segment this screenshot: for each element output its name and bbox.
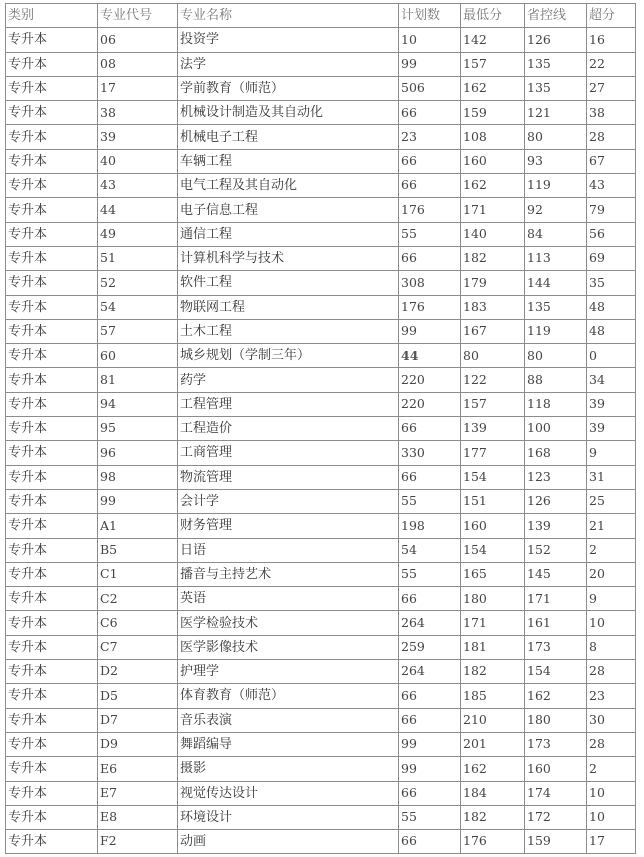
- cell-control-line: 160: [525, 757, 587, 781]
- cell-major-name: 工程管理: [178, 392, 399, 416]
- cell-over-score: 17: [587, 830, 636, 854]
- cell-major-code: 49: [98, 222, 178, 246]
- cell-control-line: 145: [525, 562, 587, 586]
- cell-major-name: 学前教育（师范）: [178, 76, 399, 100]
- cell-category: 专升本: [6, 52, 98, 76]
- cell-control-line: 118: [525, 392, 587, 416]
- table-row: [6, 76, 636, 100]
- cell-plan-count: 54: [399, 538, 461, 562]
- table-row: [6, 732, 636, 756]
- cell-plan-count: 55: [399, 222, 461, 246]
- cell-min-score: 162: [461, 76, 525, 100]
- cell-plan-count: 55: [399, 562, 461, 586]
- table-row: [6, 538, 636, 562]
- cell-plan-count: 10: [399, 28, 461, 52]
- cell-major-code: 40: [98, 149, 178, 173]
- cell-control-line: 135: [525, 295, 587, 319]
- cell-min-score: 140: [461, 222, 525, 246]
- cell-plan-count: 66: [399, 587, 461, 611]
- cell-major-name: 车辆工程: [178, 149, 399, 173]
- cell-plan-count: 264: [399, 660, 461, 684]
- cell-control-line: 174: [525, 781, 587, 805]
- cell-over-score: 20: [587, 562, 636, 586]
- cell-major-code: E6: [98, 757, 178, 781]
- cell-major-code: 95: [98, 417, 178, 441]
- table-row: [6, 562, 636, 586]
- cell-over-score: 25: [587, 489, 636, 513]
- cell-plan-count: 99: [399, 732, 461, 756]
- cell-plan-count: 66: [399, 101, 461, 125]
- cell-over-score: 9: [587, 587, 636, 611]
- cell-major-name: 工程造价: [178, 417, 399, 441]
- cell-category: 专升本: [6, 489, 98, 513]
- cell-min-score: 157: [461, 52, 525, 76]
- table-row: [6, 708, 636, 732]
- cell-major-name: 计算机科学与技术: [178, 246, 399, 270]
- cell-control-line: 84: [525, 222, 587, 246]
- cell-category: 专升本: [6, 465, 98, 489]
- cell-over-score: 34: [587, 368, 636, 392]
- table-row: [6, 319, 636, 343]
- cell-category: 专升本: [6, 271, 98, 295]
- cell-major-code: 52: [98, 271, 178, 295]
- table-header: [6, 4, 636, 28]
- cell-over-score: 43: [587, 174, 636, 198]
- cell-over-score: 23: [587, 684, 636, 708]
- table-row: [6, 684, 636, 708]
- cell-control-line: 135: [525, 52, 587, 76]
- cell-major-name: 播音与主持艺术: [178, 562, 399, 586]
- cell-category: 专升本: [6, 125, 98, 149]
- cell-major-name: 工商管理: [178, 441, 399, 465]
- cell-major-name: 机械电子工程: [178, 125, 399, 149]
- cell-control-line: 80: [525, 344, 587, 368]
- cell-over-score: 30: [587, 708, 636, 732]
- header-over-score: 超分: [587, 4, 636, 28]
- header-major-name: 专业名称: [178, 4, 399, 28]
- cell-control-line: 119: [525, 174, 587, 198]
- cell-control-line: 172: [525, 805, 587, 829]
- cell-major-code: 96: [98, 441, 178, 465]
- table-row: [6, 246, 636, 270]
- cell-plan-count: 55: [399, 805, 461, 829]
- cell-control-line: 119: [525, 319, 587, 343]
- cell-plan-count: 99: [399, 52, 461, 76]
- cell-control-line: 135: [525, 76, 587, 100]
- cell-over-score: 56: [587, 222, 636, 246]
- cell-major-name: 环境设计: [178, 805, 399, 829]
- cell-major-code: 43: [98, 174, 178, 198]
- cell-over-score: 39: [587, 392, 636, 416]
- cell-over-score: 21: [587, 514, 636, 538]
- cell-over-score: 28: [587, 660, 636, 684]
- cell-control-line: 168: [525, 441, 587, 465]
- cell-category: 专升本: [6, 538, 98, 562]
- cell-min-score: 177: [461, 441, 525, 465]
- cell-plan-count: 99: [399, 319, 461, 343]
- cell-major-name: 投资学: [178, 28, 399, 52]
- cell-major-name: 物流管理: [178, 465, 399, 489]
- cell-min-score: 108: [461, 125, 525, 149]
- table-row: [6, 611, 636, 635]
- cell-major-name: 电子信息工程: [178, 198, 399, 222]
- cell-major-name: 药学: [178, 368, 399, 392]
- cell-min-score: 184: [461, 781, 525, 805]
- cell-category: 专升本: [6, 198, 98, 222]
- cell-category: 专升本: [6, 76, 98, 100]
- cell-plan-count: 330: [399, 441, 461, 465]
- cell-min-score: 160: [461, 149, 525, 173]
- table-row: [6, 101, 636, 125]
- cell-category: 专升本: [6, 805, 98, 829]
- cell-major-name: 电气工程及其自动化: [178, 174, 399, 198]
- table-row: [6, 465, 636, 489]
- cell-over-score: 31: [587, 465, 636, 489]
- cell-control-line: 154: [525, 660, 587, 684]
- cell-major-code: D7: [98, 708, 178, 732]
- cell-major-code: 06: [98, 28, 178, 52]
- cell-major-code: E7: [98, 781, 178, 805]
- cell-category: 专升本: [6, 708, 98, 732]
- cell-plan-count: 176: [399, 198, 461, 222]
- cell-category: 专升本: [6, 368, 98, 392]
- table-body: [6, 28, 636, 854]
- table-row: [6, 271, 636, 295]
- cell-category: 专升本: [6, 562, 98, 586]
- cell-category: 专升本: [6, 392, 98, 416]
- header-plan-count: 计划数: [399, 4, 461, 28]
- cell-major-name: 日语: [178, 538, 399, 562]
- cell-category: 专升本: [6, 830, 98, 854]
- cell-plan-count: 66: [399, 781, 461, 805]
- cell-over-score: 28: [587, 732, 636, 756]
- cell-major-name: 舞蹈编导: [178, 732, 399, 756]
- cell-major-code: 44: [98, 198, 178, 222]
- cell-major-code: 60: [98, 344, 178, 368]
- table-row: [6, 587, 636, 611]
- cell-control-line: 123: [525, 465, 587, 489]
- cell-category: 专升本: [6, 149, 98, 173]
- cell-plan-count: 99: [399, 757, 461, 781]
- cell-category: 专升本: [6, 222, 98, 246]
- cell-min-score: 154: [461, 465, 525, 489]
- cell-min-score: 154: [461, 538, 525, 562]
- table-row: [6, 295, 636, 319]
- table-row: [6, 368, 636, 392]
- cell-min-score: 182: [461, 246, 525, 270]
- cell-major-code: 98: [98, 465, 178, 489]
- cell-over-score: 39: [587, 417, 636, 441]
- cell-major-name: 动画: [178, 830, 399, 854]
- cell-min-score: 201: [461, 732, 525, 756]
- table-row: [6, 489, 636, 513]
- cell-major-name: 摄影: [178, 757, 399, 781]
- cell-plan-count: 264: [399, 611, 461, 635]
- cell-control-line: 173: [525, 635, 587, 659]
- cell-major-name: 英语: [178, 587, 399, 611]
- cell-major-code: 57: [98, 319, 178, 343]
- table-row: [6, 392, 636, 416]
- cell-major-code: C2: [98, 587, 178, 611]
- cell-plan-count: 23: [399, 125, 461, 149]
- cell-major-code: D9: [98, 732, 178, 756]
- table-row: [6, 514, 636, 538]
- cell-major-code: 17: [98, 76, 178, 100]
- cell-control-line: 161: [525, 611, 587, 635]
- cell-plan-count: 220: [399, 368, 461, 392]
- cell-category: 专升本: [6, 684, 98, 708]
- table-row: [6, 125, 636, 149]
- cell-major-code: B5: [98, 538, 178, 562]
- cell-over-score: 79: [587, 198, 636, 222]
- cell-min-score: 171: [461, 198, 525, 222]
- cell-over-score: 2: [587, 538, 636, 562]
- cell-control-line: 80: [525, 125, 587, 149]
- cell-control-line: 159: [525, 830, 587, 854]
- table-row: [6, 830, 636, 854]
- cell-category: 专升本: [6, 587, 98, 611]
- cell-over-score: 22: [587, 52, 636, 76]
- cell-plan-count: 66: [399, 174, 461, 198]
- cell-min-score: 80: [461, 344, 525, 368]
- cell-control-line: 171: [525, 587, 587, 611]
- cell-control-line: 139: [525, 514, 587, 538]
- cell-control-line: 180: [525, 708, 587, 732]
- cell-min-score: 162: [461, 757, 525, 781]
- cell-major-name: 城乡规划（学制三年）: [178, 344, 399, 368]
- cell-major-name: 视觉传达设计: [178, 781, 399, 805]
- table-row: [6, 805, 636, 829]
- cell-major-code: D2: [98, 660, 178, 684]
- table-row: [6, 757, 636, 781]
- cell-major-name: 物联网工程: [178, 295, 399, 319]
- cell-over-score: 16: [587, 28, 636, 52]
- cell-min-score: 159: [461, 101, 525, 125]
- table-row: [6, 417, 636, 441]
- header-major-code: 专业代号: [98, 4, 178, 28]
- cell-min-score: 182: [461, 805, 525, 829]
- cell-min-score: 180: [461, 587, 525, 611]
- cell-major-code: 81: [98, 368, 178, 392]
- cell-major-code: 54: [98, 295, 178, 319]
- cell-major-code: 94: [98, 392, 178, 416]
- cell-category: 专升本: [6, 611, 98, 635]
- cell-min-score: 139: [461, 417, 525, 441]
- cell-category: 专升本: [6, 732, 98, 756]
- cell-plan-count: 44: [399, 344, 461, 368]
- cell-over-score: 10: [587, 611, 636, 635]
- cell-plan-count: 66: [399, 684, 461, 708]
- cell-min-score: 182: [461, 660, 525, 684]
- cell-over-score: 48: [587, 295, 636, 319]
- cell-over-score: 28: [587, 125, 636, 149]
- cell-major-name: 机械设计制造及其自动化: [178, 101, 399, 125]
- cell-min-score: 185: [461, 684, 525, 708]
- cell-over-score: 8: [587, 635, 636, 659]
- cell-over-score: 10: [587, 805, 636, 829]
- cell-over-score: 9: [587, 441, 636, 465]
- table-row: [6, 149, 636, 173]
- cell-control-line: 88: [525, 368, 587, 392]
- cell-min-score: 179: [461, 271, 525, 295]
- cell-major-name: 会计学: [178, 489, 399, 513]
- cell-major-name: 音乐表演: [178, 708, 399, 732]
- cell-min-score: 171: [461, 611, 525, 635]
- table-row: [6, 198, 636, 222]
- cell-category: 专升本: [6, 757, 98, 781]
- cell-plan-count: 176: [399, 295, 461, 319]
- cell-major-code: C1: [98, 562, 178, 586]
- cell-min-score: 167: [461, 319, 525, 343]
- cell-control-line: 121: [525, 101, 587, 125]
- cell-category: 专升本: [6, 417, 98, 441]
- cell-min-score: 157: [461, 392, 525, 416]
- admission-score-table: [5, 3, 636, 854]
- cell-category: 专升本: [6, 319, 98, 343]
- table-row: [6, 28, 636, 52]
- cell-over-score: 35: [587, 271, 636, 295]
- cell-category: 专升本: [6, 441, 98, 465]
- cell-major-name: 财务管理: [178, 514, 399, 538]
- table-row: [6, 344, 636, 368]
- cell-control-line: 93: [525, 149, 587, 173]
- table-row: [6, 781, 636, 805]
- table-row: [6, 222, 636, 246]
- cell-category: 专升本: [6, 781, 98, 805]
- cell-plan-count: 55: [399, 489, 461, 513]
- cell-min-score: 165: [461, 562, 525, 586]
- cell-major-code: E8: [98, 805, 178, 829]
- cell-control-line: 100: [525, 417, 587, 441]
- cell-major-name: 体育教育（师范）: [178, 684, 399, 708]
- cell-control-line: 113: [525, 246, 587, 270]
- cell-major-code: D5: [98, 684, 178, 708]
- header-row: [6, 4, 636, 28]
- cell-major-name: 法学: [178, 52, 399, 76]
- cell-control-line: 144: [525, 271, 587, 295]
- cell-over-score: 2: [587, 757, 636, 781]
- header-control-line: 省控线: [525, 4, 587, 28]
- cell-category: 专升本: [6, 246, 98, 270]
- cell-control-line: 162: [525, 684, 587, 708]
- cell-category: 专升本: [6, 344, 98, 368]
- cell-major-name: 通信工程: [178, 222, 399, 246]
- cell-min-score: 151: [461, 489, 525, 513]
- cell-major-code: F2: [98, 830, 178, 854]
- cell-over-score: 69: [587, 246, 636, 270]
- cell-category: 专升本: [6, 514, 98, 538]
- admission-table-container: [5, 3, 635, 854]
- cell-min-score: 162: [461, 174, 525, 198]
- cell-category: 专升本: [6, 28, 98, 52]
- header-category: 类别: [6, 4, 98, 28]
- cell-major-code: 39: [98, 125, 178, 149]
- cell-category: 专升本: [6, 635, 98, 659]
- cell-category: 专升本: [6, 295, 98, 319]
- cell-control-line: 126: [525, 28, 587, 52]
- cell-over-score: 10: [587, 781, 636, 805]
- cell-plan-count: 66: [399, 830, 461, 854]
- cell-major-code: 51: [98, 246, 178, 270]
- cell-plan-count: 308: [399, 271, 461, 295]
- cell-major-code: 08: [98, 52, 178, 76]
- cell-plan-count: 506: [399, 76, 461, 100]
- table-row: [6, 660, 636, 684]
- cell-min-score: 122: [461, 368, 525, 392]
- cell-over-score: 27: [587, 76, 636, 100]
- cell-control-line: 92: [525, 198, 587, 222]
- cell-plan-count: 66: [399, 149, 461, 173]
- cell-major-code: C7: [98, 635, 178, 659]
- cell-plan-count: 198: [399, 514, 461, 538]
- cell-min-score: 142: [461, 28, 525, 52]
- cell-control-line: 173: [525, 732, 587, 756]
- cell-control-line: 152: [525, 538, 587, 562]
- cell-plan-count: 220: [399, 392, 461, 416]
- table-row: [6, 441, 636, 465]
- cell-major-name: 土木工程: [178, 319, 399, 343]
- table-row: [6, 635, 636, 659]
- cell-category: 专升本: [6, 174, 98, 198]
- cell-over-score: 0: [587, 344, 636, 368]
- cell-over-score: 38: [587, 101, 636, 125]
- cell-major-name: 护理学: [178, 660, 399, 684]
- cell-over-score: 48: [587, 319, 636, 343]
- cell-min-score: 181: [461, 635, 525, 659]
- cell-min-score: 210: [461, 708, 525, 732]
- cell-major-code: C6: [98, 611, 178, 635]
- cell-control-line: 126: [525, 489, 587, 513]
- cell-major-code: 38: [98, 101, 178, 125]
- cell-major-name: 软件工程: [178, 271, 399, 295]
- cell-over-score: 67: [587, 149, 636, 173]
- cell-major-code: 99: [98, 489, 178, 513]
- cell-major-code: A1: [98, 514, 178, 538]
- cell-min-score: 176: [461, 830, 525, 854]
- cell-plan-count: 66: [399, 246, 461, 270]
- cell-min-score: 183: [461, 295, 525, 319]
- cell-plan-count: 66: [399, 465, 461, 489]
- cell-category: 专升本: [6, 101, 98, 125]
- cell-major-name: 医学检验技术: [178, 611, 399, 635]
- header-min-score: 最低分: [461, 4, 525, 28]
- cell-category: 专升本: [6, 660, 98, 684]
- cell-plan-count: 66: [399, 417, 461, 441]
- cell-plan-count: 259: [399, 635, 461, 659]
- table-row: [6, 174, 636, 198]
- table-row: [6, 52, 636, 76]
- cell-major-name: 医学影像技术: [178, 635, 399, 659]
- cell-min-score: 160: [461, 514, 525, 538]
- cell-plan-count: 66: [399, 708, 461, 732]
